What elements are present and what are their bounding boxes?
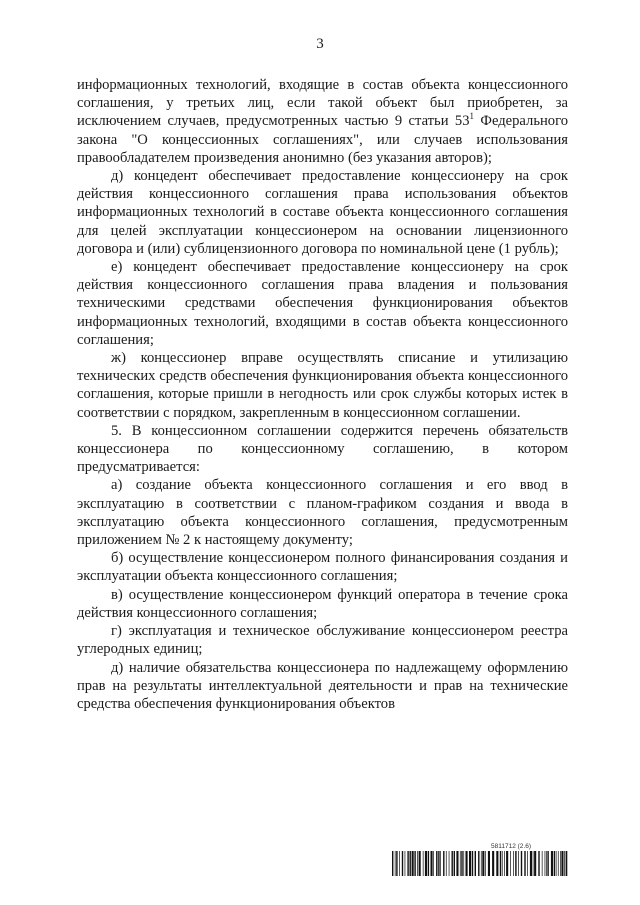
paragraph-d: д) концедент обеспечивает предоставление концессионеру на срок действия концессионного соглашения права использования объектов информационных технологий в составе объекта концессионного соглашения для целей эксплуатации концессионером на основании лицензионного договора и (или) сублицензионного договора по номинальной цене (1 рубль); (77, 168, 568, 257)
paragraph-a: а) создание объекта концессионного соглашения и его ввод в эксплуатацию в соответствии с планом-графиком создания и ввода в эксплуатацию объекта концессионного соглашения, предусмотренным приложением № 2 к настоящему документу; (77, 477, 568, 549)
document-code: 5811712 (2.6) (491, 843, 531, 850)
paragraph-g: г) эксплуатация и техническое обслуживание концессионером реестра углеродных единиц; (77, 623, 568, 658)
paragraph-1-text: информационных технологий, входящие в состав объекта концессионного соглашения, у третьих лиц, если такой объект был приобретен, за исключением случаев, предусмотренных частью 9 статьи 53 (77, 77, 568, 130)
paragraph-zh: ж) концессионер вправе осуществлять списание и утилизацию технических средств обеспечения функционирования объекта концессионного соглашения, которые пришли в негодность или срок службы которых истек в соответствии с порядком, закрепленным в концессионном соглашении. (77, 350, 568, 421)
paragraph-v: в) осуществление концессионером функций оператора в течение срока действия концессионного соглашения; (77, 586, 568, 621)
paragraph-b: б) осуществление концессионером полного финансирования создания и эксплуатации объекта концессионного соглашения; (77, 550, 568, 585)
paragraph-e: е) концедент обеспечивает предоставление концессионеру на срок действия концессионного соглашения права владения и пользования техническими средствами обеспечения функционирования объектов информационных технологий, входящими в состав объекта концессионного соглашения; (77, 259, 568, 348)
barcode (392, 851, 568, 876)
document-body (77, 76, 568, 713)
footnote-superscript: 1 (469, 111, 475, 122)
page-number: 3 (316, 36, 324, 52)
paragraph-1-text-cont: Федерального закона "О концессионных соглашениях", или случаев использования правообладателем произведения анонимно (без указания авторов); (77, 113, 568, 166)
paragraph-1 (77, 76, 568, 167)
paragraph-5: 5. В концессионном соглашении содержится перечень обязательств концессионера по концессионному соглашению, в котором предусматривается: (77, 422, 568, 476)
paragraph-d2: д) наличие обязательства концессионера по надлежащему оформлению прав на результаты интеллектуальной деятельности и прав на технические средства обеспечения функционирования объектов (77, 659, 568, 712)
